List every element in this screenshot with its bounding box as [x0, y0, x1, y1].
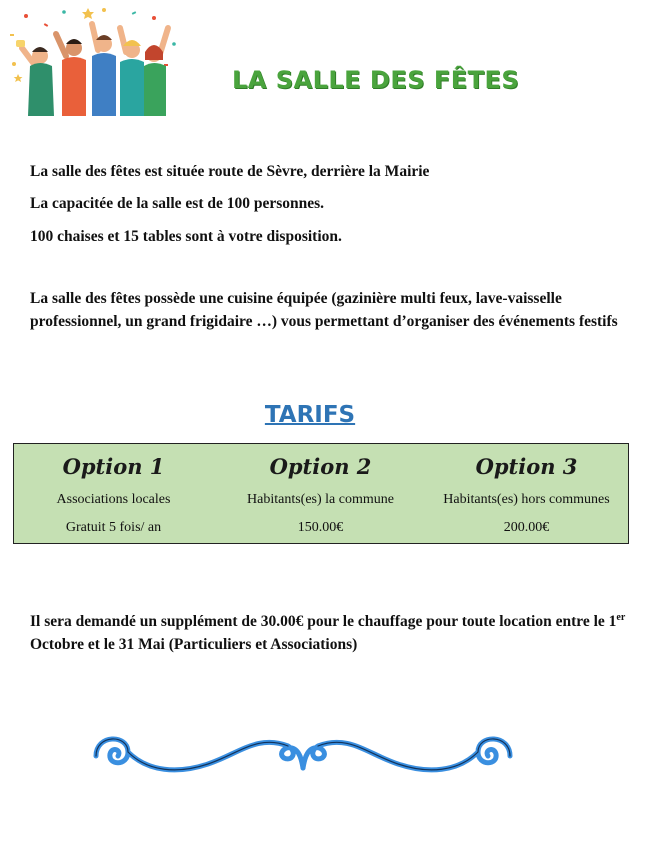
option-audience: Habitants(es) la commune: [247, 492, 394, 507]
option-audience: Habitants(es) hors communes: [443, 492, 610, 507]
option-label: Option 2: [269, 454, 372, 479]
option-column: [11, 444, 216, 537]
heating-supplement-text: [30, 610, 630, 656]
option-audience: Associations locales: [56, 492, 171, 507]
option-label: Option 1: [62, 454, 165, 479]
decorative-flourish-icon: [88, 726, 518, 786]
page-title: LA SALLE DES FÊTES: [232, 66, 520, 94]
tarifs-table: [13, 443, 629, 544]
option-column: [218, 444, 423, 537]
person-icon: [16, 40, 54, 116]
option-price: 150.00€: [297, 520, 344, 535]
ordinal-superscript: er: [616, 611, 626, 623]
supplement-text-end: Octobre et le 31 Mai (Particuliers et Associations): [30, 636, 358, 653]
supplement-text-start: Il sera demandé un supplément de 30.00€ pour le chauffage pour toute location entre le 1: [30, 613, 617, 630]
option-column: [424, 444, 629, 537]
tarifs-heading: TARIFS: [264, 402, 356, 428]
kitchen-text: La salle des fêtes possède une cuisine équipée (gazinière multi feux, lave-vaisselle professionnel, un grand frigidaire …) vous permettant d’organiser des événements festifs: [30, 290, 618, 330]
capacity-text: La capacitée de la salle est de 100 personnes.: [30, 195, 325, 212]
option-price: 200.00€: [503, 520, 550, 535]
furniture-text: 100 chaises et 15 tables sont à votre disposition.: [30, 228, 342, 245]
option-price: Gratuit 5 fois/ an: [65, 520, 162, 535]
person-icon: [92, 24, 116, 116]
party-people-illustration: [4, 4, 182, 116]
person-icon: [56, 34, 86, 116]
option-label: Option 3: [475, 454, 578, 479]
person-icon: [144, 28, 168, 116]
location-text: La salle des fêtes est située route de Sèvre, derrière la Mairie: [30, 163, 430, 180]
person-icon: [120, 28, 144, 116]
